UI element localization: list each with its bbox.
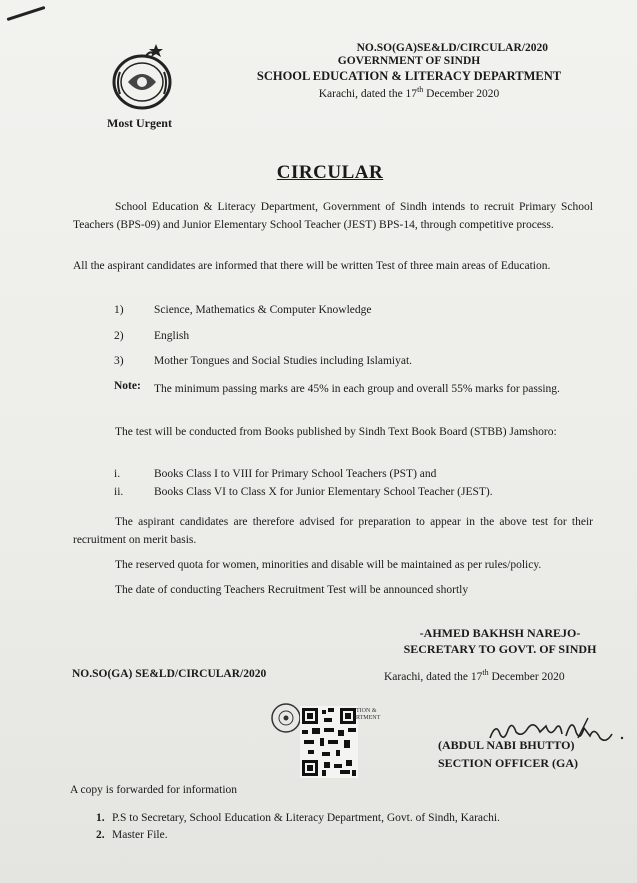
department-name: SCHOOL EDUCATION & LITERACY DEPARTMENT [256, 69, 562, 83]
book-item: Books Class I to VIII for Primary School Teachers (PST) and [154, 468, 437, 480]
books-paragraph: The test will be conducted from Books published by Sindh Text Book Board (STBB) Jamshoro: [115, 426, 557, 438]
footer-date-month: December 2020 [488, 670, 565, 683]
department-stamp-icon [268, 700, 304, 736]
note-text: The minimum passing marks are 45% in each group and overall 55% marks for passing. [154, 383, 560, 395]
sindh-government-seal-icon [106, 42, 184, 112]
preparation-paragraph: The aspirant candidates are therefore advised for preparation to appear in the above test for their recruitment on merit basis. [73, 516, 593, 546]
area-item: Mother Tongues and Social Studies including Islamiyat. [154, 355, 413, 367]
area-number: 2) [114, 330, 124, 342]
urgency-label: Most Urgent [107, 116, 172, 130]
issue-date-text: Karachi, dated the 17 [318, 87, 418, 100]
pen-mark [7, 6, 46, 21]
copy-forwarded-text: A copy is forwarded for information [70, 784, 238, 796]
book-number: i. [114, 468, 121, 480]
area-number: 1) [114, 304, 124, 316]
copy-number: 2. [96, 829, 105, 841]
issue-date [244, 85, 574, 100]
circular-title: CIRCULAR [276, 162, 384, 183]
book-item: Books Class VI to Class X for Junior Elementary School Teacher (JEST). [154, 486, 493, 498]
section-officer-name: (ABDUL NABI BHUTTO) [438, 738, 575, 752]
footer-date-suffix: th [482, 668, 489, 677]
book-number: ii. [114, 486, 124, 498]
copy-recipient: P.S to Secretary, School Education & Literacy Department, Govt. of Sindh, Karachi. [112, 812, 500, 824]
section-officer-title: SECTION OFFICER (GA) [438, 756, 579, 770]
area-item: Science, Mathematics & Computer Knowledge [154, 304, 372, 316]
issue-date-month: December 2020 [423, 87, 500, 100]
copy-number: 1. [96, 812, 105, 824]
stamp-text [356, 708, 380, 722]
stamp-text-line: TION & [356, 708, 377, 714]
area-number: 3) [114, 355, 124, 367]
government-name: GOVERNMENT OF SINDH [337, 55, 481, 67]
secretary-name: -AHMED BAKHSH NAREJO- [419, 626, 581, 640]
area-item: English [154, 330, 190, 342]
footer-date [384, 668, 565, 683]
test-areas-paragraph: All the aspirant candidates are informed that there will be written Test of three main areas of Education. [73, 260, 551, 272]
secretary-title: SECRETARY TO GOVT. OF SINDH [403, 642, 597, 656]
footer-date-text: Karachi, dated the 17 [384, 670, 483, 683]
stamp-text-line: RTMENT [356, 715, 381, 721]
note-label: Note: [114, 380, 141, 392]
copy-recipient: Master File. [112, 829, 168, 841]
reference-number: NO.SO(GA)SE&LD/CIRCULAR/2020 [356, 42, 548, 54]
quota-paragraph: The reserved quota for women, minorities and disable will be maintained as per rules/policy. [115, 559, 542, 571]
announcement-paragraph: The date of conducting Teachers Recruitment Test will be announced shortly [115, 584, 469, 596]
issue-date-suffix: th [417, 85, 424, 94]
footer-reference: NO.SO(GA) SE&LD/CIRCULAR/2020 [72, 668, 267, 680]
intro-paragraph: School Education & Literacy Department, Government of Sindh intends to recruit Primary School Teachers (BPS-09) and Junior Elementary School Teacher (JEST) BPS-14, through competitive process. [73, 201, 593, 231]
qr-code-icon [300, 706, 358, 778]
